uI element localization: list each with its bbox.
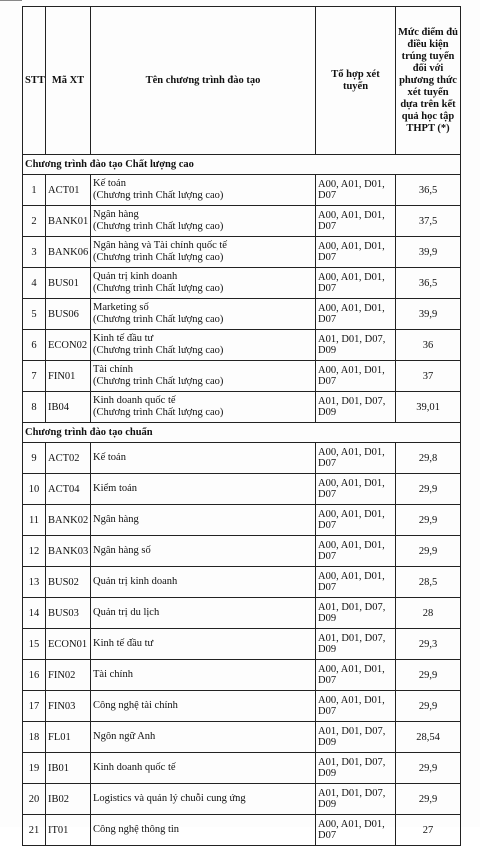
to-hop-line-2: D07 [318,252,337,263]
to-hop-line-2: D09 [318,345,337,356]
cell-stt: 7 [23,361,46,392]
cell-diem: 29,9 [396,474,461,505]
cell-to-hop [316,175,396,206]
cell-to-hop [316,237,396,268]
table-header-row [23,7,461,155]
cell-ma-xt: FIN03 [46,691,91,722]
cell-to-hop [316,299,396,330]
cell-to-hop [316,392,396,423]
cell-stt: 10 [23,474,46,505]
section-title: Chương trình đào tạo Chất lượng cao [23,155,461,175]
program-name: Quản trị kinh doanh [93,576,178,587]
table-row [23,206,461,237]
cell-ma-xt: IB02 [46,784,91,815]
program-name: Quản trị du lịch [93,607,160,618]
to-hop-line-1: A01, D01, D07, [318,633,386,644]
table-row [23,753,461,784]
cell-ma-xt: ECON02 [46,330,91,361]
cell-program-name [91,175,316,206]
cell-to-hop [316,268,396,299]
to-hop-line-2: D09 [318,613,337,624]
cell-to-hop [316,753,396,784]
program-type: (Chương trình Chất lượng cao) [93,190,224,201]
to-hop-line-1: A00, A01, D01, [318,478,385,489]
to-hop-line-2: D07 [318,706,337,717]
cell-stt: 20 [23,784,46,815]
header-ten-chuong-trinh: Tên chương trình đào tạo [91,7,316,155]
cell-stt: 3 [23,237,46,268]
to-hop-line-1: A00, A01, D01, [318,210,385,221]
cell-diem: 28,54 [396,722,461,753]
table-row [23,629,461,660]
program-name: Công nghệ thông tin [93,824,180,835]
to-hop-line-2: D07 [318,830,337,841]
table-row [23,474,461,505]
cell-to-hop [316,722,396,753]
table-row [23,268,461,299]
cell-diem: 29,9 [396,660,461,691]
header-ma-xt: Mã XT [46,7,91,155]
cell-stt: 6 [23,330,46,361]
program-name: Công nghệ tài chính [93,700,178,711]
to-hop-line-2: D07 [318,520,337,531]
cell-diem: 36,5 [396,268,461,299]
cell-program-name [91,536,316,567]
cell-ma-xt: BANK03 [46,536,91,567]
program-name: Kế toán [93,452,126,463]
cell-stt: 1 [23,175,46,206]
cell-diem: 29,9 [396,505,461,536]
cell-program-name [91,392,316,423]
cell-program-name [91,629,316,660]
to-hop-line-1: A01, D01, D07, [318,788,386,799]
program-name: Kế toán [93,178,126,189]
cell-program-name [91,206,316,237]
cell-ma-xt: BANK02 [46,505,91,536]
cell-stt: 18 [23,722,46,753]
to-hop-line-1: A00, A01, D01, [318,540,385,551]
cell-diem: 29,3 [396,629,461,660]
table-row [23,567,461,598]
cell-stt: 8 [23,392,46,423]
program-name: Logistics và quản lý chuỗi cung ứng [93,793,246,804]
cell-to-hop [316,598,396,629]
cell-stt: 2 [23,206,46,237]
program-name: Quản trị kinh doanh [93,271,178,282]
to-hop-line-1: A00, A01, D01, [318,664,385,675]
to-hop-line-2: D09 [318,407,337,418]
to-hop-line-2: D09 [318,644,337,655]
to-hop-line-2: D07 [318,221,337,232]
table-row [23,536,461,567]
cell-program-name [91,505,316,536]
program-type: (Chương trình Chất lượng cao) [93,221,224,232]
to-hop-line-1: A01, D01, D07, [318,757,386,768]
table-row [23,392,461,423]
header-diem: Mức điểm đủ điều kiện trúng tuyển đối với phương thức xét tuyển dựa trên kết quả học tập THPT (*) [396,7,461,155]
program-name: Kiểm toán [93,483,138,494]
cell-to-hop [316,567,396,598]
cell-ma-xt: ACT02 [46,443,91,474]
cell-program-name [91,660,316,691]
cell-diem: 36 [396,330,461,361]
to-hop-line-2: D07 [318,376,337,387]
cell-to-hop [316,474,396,505]
to-hop-line-1: A00, A01, D01, [318,447,385,458]
to-hop-line-2: D09 [318,799,337,810]
program-type: (Chương trình Chất lượng cao) [93,314,224,325]
to-hop-line-1: A00, A01, D01, [318,819,385,830]
table-row [23,299,461,330]
cell-to-hop [316,361,396,392]
cell-diem: 37 [396,361,461,392]
section-row [23,423,461,443]
cell-diem: 29,9 [396,536,461,567]
to-hop-line-1: A01, D01, D07, [318,726,386,737]
cell-program-name [91,330,316,361]
cell-program-name [91,474,316,505]
cell-program-name [91,815,316,846]
program-type: (Chương trình Chất lượng cao) [93,252,224,263]
header-to-hop: Tổ hợp xét tuyển [316,7,396,155]
to-hop-line-2: D07 [318,314,337,325]
cell-stt: 4 [23,268,46,299]
admission-scores-table [22,6,461,846]
program-name: Ngôn ngữ Anh [93,731,156,742]
to-hop-line-1: A00, A01, D01, [318,272,385,283]
table-row [23,598,461,629]
to-hop-line-2: D07 [318,675,337,686]
cell-program-name [91,237,316,268]
cell-diem: 27 [396,815,461,846]
table-row [23,361,461,392]
cell-program-name [91,268,316,299]
cell-stt: 13 [23,567,46,598]
to-hop-line-2: D07 [318,458,337,469]
page-corner-mark [0,0,22,5]
cell-program-name [91,753,316,784]
cell-to-hop [316,815,396,846]
table-body [23,155,461,846]
program-name: Tài chính [93,364,133,375]
program-name: Kinh doanh quốc tế [93,395,176,406]
cell-ma-xt: BANK01 [46,206,91,237]
program-name: Ngân hàng [93,514,139,525]
to-hop-line-1: A01, D01, D07, [318,334,386,345]
cell-to-hop [316,505,396,536]
program-name: Tài chính [93,669,133,680]
cell-ma-xt: FIN02 [46,660,91,691]
cell-stt: 16 [23,660,46,691]
program-type: (Chương trình Chất lượng cao) [93,345,224,356]
cell-ma-xt: BUS03 [46,598,91,629]
table-row [23,443,461,474]
cell-ma-xt: ECON01 [46,629,91,660]
to-hop-line-2: D07 [318,190,337,201]
to-hop-line-1: A01, D01, D07, [318,396,386,407]
cell-stt: 19 [23,753,46,784]
cell-program-name [91,784,316,815]
cell-ma-xt: BUS06 [46,299,91,330]
cell-stt: 14 [23,598,46,629]
cell-diem: 29,8 [396,443,461,474]
to-hop-line-1: A00, A01, D01, [318,241,385,252]
program-name: Kinh tế đầu tư [93,638,154,649]
to-hop-line-1: A00, A01, D01, [318,365,385,376]
cell-to-hop [316,206,396,237]
cell-ma-xt: IT01 [46,815,91,846]
cell-program-name [91,691,316,722]
cell-stt: 17 [23,691,46,722]
cell-program-name [91,299,316,330]
table-row [23,660,461,691]
program-name: Ngân hàng số [93,545,151,556]
header-stt: STT [23,7,46,155]
cell-to-hop [316,660,396,691]
cell-diem: 39,9 [396,237,461,268]
cell-stt: 15 [23,629,46,660]
table-row [23,784,461,815]
program-type: (Chương trình Chất lượng cao) [93,376,224,387]
to-hop-line-2: D07 [318,283,337,294]
cell-stt: 21 [23,815,46,846]
table-row [23,815,461,846]
cell-stt: 11 [23,505,46,536]
cell-diem: 36,5 [396,175,461,206]
to-hop-line-1: A00, A01, D01, [318,303,385,314]
table-row [23,505,461,536]
cell-stt: 9 [23,443,46,474]
cell-to-hop [316,784,396,815]
cell-to-hop [316,691,396,722]
cell-program-name [91,361,316,392]
program-name: Kinh tế đầu tư [93,333,154,344]
to-hop-line-2: D09 [318,737,337,748]
cell-diem: 28,5 [396,567,461,598]
cell-diem: 29,9 [396,753,461,784]
program-name: Ngân hàng [93,209,139,220]
cell-stt: 5 [23,299,46,330]
cell-program-name [91,722,316,753]
to-hop-line-1: A00, A01, D01, [318,695,385,706]
cell-diem: 28 [396,598,461,629]
table-row [23,330,461,361]
program-type: (Chương trình Chất lượng cao) [93,407,224,418]
program-type: (Chương trình Chất lượng cao) [93,283,224,294]
cell-ma-xt: BANK06 [46,237,91,268]
program-name: Marketing số [93,302,149,313]
to-hop-line-2: D07 [318,489,337,500]
cell-to-hop [316,536,396,567]
cell-diem: 37,5 [396,206,461,237]
table-row [23,722,461,753]
cell-diem: 39,9 [396,299,461,330]
to-hop-line-1: A00, A01, D01, [318,179,385,190]
to-hop-line-2: D07 [318,551,337,562]
table-row [23,691,461,722]
table-row [23,175,461,206]
cell-ma-xt: IB04 [46,392,91,423]
cell-stt: 12 [23,536,46,567]
cell-ma-xt: IB01 [46,753,91,784]
to-hop-line-2: D07 [318,582,337,593]
cell-ma-xt: FIN01 [46,361,91,392]
cell-to-hop [316,443,396,474]
cell-diem: 29,9 [396,784,461,815]
cell-to-hop [316,330,396,361]
cell-program-name [91,443,316,474]
program-name: Kinh doanh quốc tế [93,762,176,773]
to-hop-line-1: A00, A01, D01, [318,571,385,582]
cell-ma-xt: ACT01 [46,175,91,206]
cell-ma-xt: BUS01 [46,268,91,299]
section-title: Chương trình đào tạo chuẩn [23,423,461,443]
section-row [23,155,461,175]
cell-to-hop [316,629,396,660]
table-row [23,237,461,268]
to-hop-line-1: A01, D01, D07, [318,602,386,613]
cell-program-name [91,598,316,629]
program-name: Ngân hàng và Tài chính quốc tế [93,240,227,251]
cell-ma-xt: FL01 [46,722,91,753]
to-hop-line-1: A00, A01, D01, [318,509,385,520]
cell-diem: 29,9 [396,691,461,722]
to-hop-line-2: D09 [318,768,337,779]
cell-diem: 39,01 [396,392,461,423]
cell-program-name [91,567,316,598]
cell-ma-xt: BUS02 [46,567,91,598]
cell-ma-xt: ACT04 [46,474,91,505]
